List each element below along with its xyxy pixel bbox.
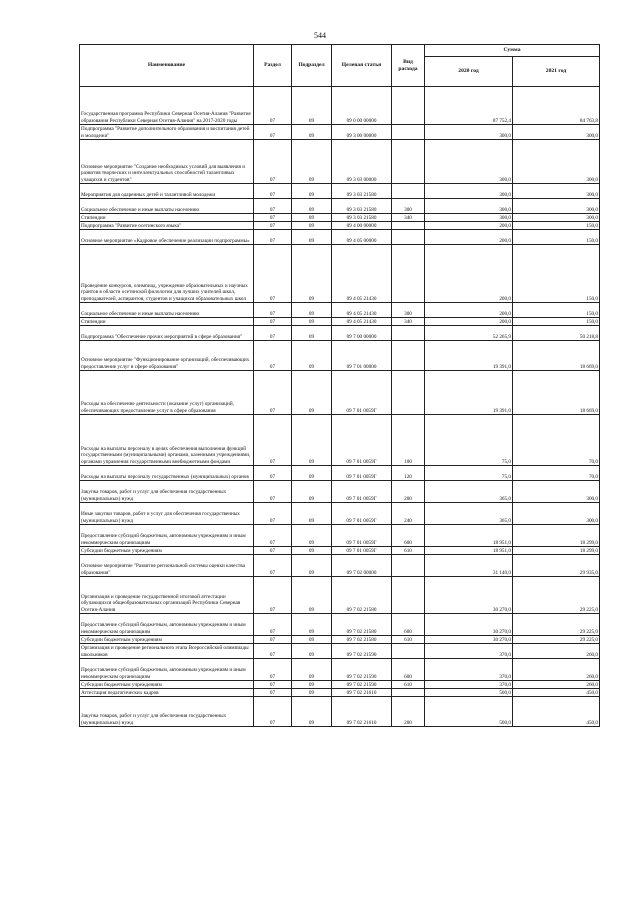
row-sum-2021: 150,0 [513, 303, 600, 318]
row-name: Подпрограмма "Развитие дополнительного образования и воспитания детей и молодежи" [80, 125, 254, 140]
row-name: Основное мероприятие "Функционирование организаций, обеспечивающих предоставление услуг в сфере образования" [80, 341, 254, 371]
row-podrazdel: 09 [292, 555, 332, 577]
row-vid: 600 [392, 659, 425, 681]
row-target: 09 3 03 21580 [332, 184, 392, 199]
table-row [80, 614, 600, 636]
row-sum-2020: 300,0 [425, 125, 513, 140]
row-sum-2021: 70,0 [513, 466, 600, 481]
row-podrazdel: 09 [292, 230, 332, 245]
row-vid [392, 644, 425, 659]
table-row [80, 697, 600, 727]
page-number: 544 [314, 31, 326, 40]
row-sum-2021: 260,0 [513, 644, 600, 659]
row-sum-2020: 300,0 [425, 214, 513, 222]
row-sum-2021: 18 299,0 [513, 547, 600, 555]
row-name: Организация и проведение регионального этапа Всероссийской олимпиады школьников [80, 644, 254, 659]
row-sum-2021: 150,0 [513, 230, 600, 245]
row-name: Социальное обеспечение и иные выплаты населению [80, 199, 254, 214]
row-vid [392, 245, 425, 303]
row-sum-2021: 260,0 [513, 681, 600, 689]
row-sum-2020: 200,0 [425, 303, 513, 318]
row-sum-2021: 300,0 [513, 125, 600, 140]
row-vid: 610 [392, 681, 425, 689]
table-row [80, 577, 600, 614]
row-razdel: 07 [254, 481, 292, 503]
row-vid: 200 [392, 697, 425, 727]
row-vid: 610 [392, 547, 425, 555]
row-target: 09 7 02 21590 [332, 659, 392, 681]
table-row [80, 636, 600, 644]
row-name: Государственная программа Республики Северная Осетия-Алания "Развитие образования Республики Северная Осетия-Алания" на 2017-2020 годы [80, 87, 254, 125]
table-row [80, 318, 600, 326]
row-sum-2021: 29 935,0 [513, 555, 600, 577]
row-sum-2020: 31 140,0 [425, 555, 513, 577]
row-razdel: 07 [254, 689, 292, 697]
row-podrazdel: 09 [292, 466, 332, 481]
header-vid: Вид расхода [392, 45, 425, 87]
row-sum-2020: 30 270,0 [425, 636, 513, 644]
row-name: Предоставление субсидий бюджетным, автономным учреждениям и иным некоммерческим организациям [80, 659, 254, 681]
row-sum-2020: 30 270,0 [425, 614, 513, 636]
row-target: 09 4 05 21430 [332, 318, 392, 326]
row-razdel: 07 [254, 636, 292, 644]
header-2021: 2021 год [513, 57, 600, 87]
row-sum-2020: 52 265,9 [425, 326, 513, 341]
row-name: Основное мероприятие "Развитие региональной системы оценки качества образования" [80, 555, 254, 577]
row-razdel: 07 [254, 214, 292, 222]
row-razdel: 07 [254, 230, 292, 245]
table-row [80, 214, 600, 222]
row-razdel: 07 [254, 415, 292, 466]
row-razdel: 07 [254, 697, 292, 727]
header-name: Наименование [80, 45, 254, 87]
row-name: Подпрограмма "Развитие осетинского языка" [80, 222, 254, 230]
table-row [80, 644, 600, 659]
row-sum-2021: 450,0 [513, 689, 600, 697]
row-target: 09 7 02 00000 [332, 555, 392, 577]
budget-table [79, 44, 600, 727]
header-sum: Сумма [425, 45, 600, 57]
row-razdel: 07 [254, 525, 292, 547]
row-sum-2020: 365,0 [425, 481, 513, 503]
row-target: 09 7 01 0059Г [332, 503, 392, 525]
row-podrazdel: 09 [292, 199, 332, 214]
row-podrazdel: 09 [292, 371, 332, 415]
row-sum-2020: 200,0 [425, 230, 513, 245]
table-row [80, 87, 600, 125]
table-row [80, 659, 600, 681]
row-vid: 610 [392, 636, 425, 644]
row-sum-2020: 370,0 [425, 644, 513, 659]
row-vid [392, 125, 425, 140]
row-podrazdel: 09 [292, 503, 332, 525]
row-podrazdel: 09 [292, 125, 332, 140]
row-razdel: 07 [254, 659, 292, 681]
row-target: 09 4 05 21430 [332, 303, 392, 318]
row-sum-2021: 70,0 [513, 415, 600, 466]
row-target: 09 7 02 21610 [332, 689, 392, 697]
row-sum-2021: 29 225,0 [513, 636, 600, 644]
row-sum-2020: 19 391,0 [425, 371, 513, 415]
row-podrazdel: 09 [292, 318, 332, 326]
row-name: Стипендии [80, 318, 254, 326]
row-vid [392, 577, 425, 614]
row-razdel: 07 [254, 341, 292, 371]
row-sum-2020: 18 951,0 [425, 525, 513, 547]
row-sum-2021: 300,0 [513, 184, 600, 199]
row-name: Предоставление субсидий бюджетным, автономным учреждениям и иным некоммерческим организациям [80, 614, 254, 636]
row-target: 09 7 01 0059Г [332, 466, 392, 481]
row-razdel: 07 [254, 140, 292, 184]
row-name: Расходы на обеспечение деятельности (оказание услуг) организаций, обеспечивающих предоставление услуг в сфере образования [80, 371, 254, 415]
row-sum-2020: 370,0 [425, 681, 513, 689]
row-vid: 600 [392, 525, 425, 547]
row-vid: 200 [392, 481, 425, 503]
row-vid [392, 555, 425, 577]
row-sum-2020: 500,0 [425, 689, 513, 697]
row-podrazdel: 09 [292, 525, 332, 547]
row-name: Подпрограмма "Обеспечение прочих мероприятий в сфере образования" [80, 326, 254, 341]
row-sum-2021: 150,0 [513, 318, 600, 326]
table-row [80, 371, 600, 415]
table-row [80, 525, 600, 547]
row-target: 09 7 02 21580 [332, 614, 392, 636]
row-target: 09 4 05 00000 [332, 230, 392, 245]
row-podrazdel: 09 [292, 659, 332, 681]
row-podrazdel: 09 [292, 681, 332, 689]
row-podrazdel: 09 [292, 303, 332, 318]
row-target: 09 7 01 0059Г [332, 547, 392, 555]
row-target: 09 7 01 0059Г [332, 415, 392, 466]
row-sum-2020: 300,0 [425, 184, 513, 199]
row-razdel: 07 [254, 547, 292, 555]
header-target: Целевая статья [332, 45, 392, 87]
row-podrazdel: 09 [292, 481, 332, 503]
row-razdel: 07 [254, 614, 292, 636]
table-row [80, 466, 600, 481]
row-razdel: 07 [254, 245, 292, 303]
row-name: Закупка товаров, работ и услуг для обеспечения государственных (муниципальных) нужд [80, 697, 254, 727]
row-target: 09 7 01 00000 [332, 341, 392, 371]
row-vid: 100 [392, 415, 425, 466]
row-razdel: 07 [254, 466, 292, 481]
row-name: Иные закупки товаров, работ и услуг для обеспечения государственных (муниципальных) нужд [80, 503, 254, 525]
row-vid [392, 184, 425, 199]
row-sum-2021: 18 299,0 [513, 525, 600, 547]
row-podrazdel: 09 [292, 87, 332, 125]
row-podrazdel: 09 [292, 140, 332, 184]
row-sum-2020: 200,0 [425, 318, 513, 326]
row-target: 09 7 01 0059Г [332, 525, 392, 547]
row-sum-2020: 300,0 [425, 199, 513, 214]
table-row [80, 481, 600, 503]
table-row [80, 199, 600, 214]
table-row [80, 341, 600, 371]
row-vid: 600 [392, 614, 425, 636]
row-sum-2021: 450,0 [513, 697, 600, 727]
row-sum-2020: 300,0 [425, 140, 513, 184]
row-razdel: 07 [254, 555, 292, 577]
row-vid [392, 341, 425, 371]
header-podrazdel: Подраздел [292, 45, 332, 87]
row-razdel: 07 [254, 577, 292, 614]
row-vid: 340 [392, 318, 425, 326]
row-sum-2021: 260,0 [513, 659, 600, 681]
row-vid [392, 222, 425, 230]
row-name: Субсидии бюджетным учреждениям [80, 547, 254, 555]
row-razdel: 07 [254, 222, 292, 230]
row-sum-2021: 150,0 [513, 245, 600, 303]
row-sum-2021: 84 763,8 [513, 87, 600, 125]
row-name: Предоставление субсидий бюджетным, автономным учреждениям и иным некоммерческим организациям [80, 525, 254, 547]
row-razdel: 07 [254, 644, 292, 659]
row-razdel: 07 [254, 303, 292, 318]
row-podrazdel: 09 [292, 184, 332, 199]
row-name: Закупка товаров, работ и услуг для обеспечения государственных (муниципальных) нужд [80, 481, 254, 503]
row-sum-2021: 29 225,0 [513, 577, 600, 614]
header-razdel: Раздел [254, 45, 292, 87]
row-podrazdel: 09 [292, 689, 332, 697]
row-target: 09 7 02 21580 [332, 636, 392, 644]
row-sum-2020: 500,0 [425, 697, 513, 727]
row-podrazdel: 09 [292, 222, 332, 230]
row-name: Субсидии бюджетным учреждениям [80, 681, 254, 689]
row-target: 09 4 00 00000 [332, 222, 392, 230]
row-name: Проведение конкурсов, олимпиад, учреждение образовательных и научных грантов в области осетинской филологии для лучших учителей школ, преподавателей, аспирантов, студентов и учащихся образовательных школ [80, 245, 254, 303]
row-target: 09 7 01 0059Г [332, 481, 392, 503]
row-sum-2020: 75,0 [425, 466, 513, 481]
row-razdel: 07 [254, 199, 292, 214]
row-razdel: 07 [254, 326, 292, 341]
row-sum-2021: 300,0 [513, 214, 600, 222]
row-razdel: 07 [254, 681, 292, 689]
row-razdel: 07 [254, 184, 292, 199]
row-podrazdel: 09 [292, 697, 332, 727]
row-razdel: 07 [254, 318, 292, 326]
table-row [80, 326, 600, 341]
row-sum-2020: 200,0 [425, 245, 513, 303]
row-podrazdel: 09 [292, 636, 332, 644]
row-target: 09 3 03 21580 [332, 199, 392, 214]
row-sum-2021: 29 225,0 [513, 614, 600, 636]
row-target: 09 7 02 21590 [332, 644, 392, 659]
header-2020: 2020 год [425, 57, 513, 87]
row-vid: 120 [392, 466, 425, 481]
row-razdel: 07 [254, 125, 292, 140]
row-sum-2020: 75,0 [425, 415, 513, 466]
row-sum-2021: 300,0 [513, 481, 600, 503]
row-sum-2020: 365,0 [425, 503, 513, 525]
row-name: Основное мероприятие "Создание необходимых условий для выявления и развития творческих и интеллектуальных способностей талантливых учащихся и студентов" [80, 140, 254, 184]
row-sum-2020: 19 391,0 [425, 341, 513, 371]
table-row [80, 140, 600, 184]
table-row [80, 547, 600, 555]
row-target: 09 7 02 21610 [332, 697, 392, 727]
row-name: Стипендии [80, 214, 254, 222]
table-row [80, 555, 600, 577]
row-name: Мероприятия для одаренных детей и талантливой молодежи [80, 184, 254, 199]
row-podrazdel: 09 [292, 245, 332, 303]
row-sum-2020: 87 752,4 [425, 87, 513, 125]
table-body [80, 87, 600, 727]
row-podrazdel: 09 [292, 644, 332, 659]
table-row [80, 184, 600, 199]
row-vid [392, 140, 425, 184]
row-razdel: 07 [254, 503, 292, 525]
row-name: Основное мероприятие «Кадровое обеспечение реализации подпрограммы» [80, 230, 254, 245]
row-podrazdel: 09 [292, 214, 332, 222]
row-name: Расходы на выплаты персоналу государственных (муниципальных) органов [80, 466, 254, 481]
table-row [80, 245, 600, 303]
row-sum-2020: 30 270,0 [425, 577, 513, 614]
row-target: 09 7 02 21590 [332, 681, 392, 689]
row-podrazdel: 09 [292, 326, 332, 341]
row-sum-2021: 300,0 [513, 503, 600, 525]
row-name: Организация и проведение государственной итоговой аттестации обучающихся общеобразовательных организаций Республики Северная Осетия-Алания [80, 577, 254, 614]
row-vid [392, 326, 425, 341]
row-sum-2020: 18 951,0 [425, 547, 513, 555]
row-target: 09 7 01 0059Г [332, 371, 392, 415]
row-podrazdel: 09 [292, 577, 332, 614]
row-podrazdel: 09 [292, 341, 332, 371]
row-target: 09 3 03 00000 [332, 140, 392, 184]
row-podrazdel: 09 [292, 415, 332, 466]
row-podrazdel: 09 [292, 614, 332, 636]
row-target: 09 0 00 00000 [332, 87, 392, 125]
row-vid: 300 [392, 303, 425, 318]
row-vid [392, 230, 425, 245]
row-sum-2021: 50 218,8 [513, 326, 600, 341]
row-vid [392, 689, 425, 697]
row-name: Аттестация педагогических кадров [80, 689, 254, 697]
row-target: 09 7 00 00000 [332, 326, 392, 341]
row-sum-2021: 18 669,0 [513, 341, 600, 371]
table-row [80, 415, 600, 466]
row-sum-2020: 370,0 [425, 659, 513, 681]
row-target: 09 4 05 21430 [332, 245, 392, 303]
table-row [80, 681, 600, 689]
row-vid: 340 [392, 214, 425, 222]
row-sum-2021: 150,0 [513, 222, 600, 230]
table-row [80, 689, 600, 697]
row-razdel: 07 [254, 87, 292, 125]
row-target: 09 3 00 00000 [332, 125, 392, 140]
row-name: Субсидии бюджетным учреждениям [80, 636, 254, 644]
row-name: Социальное обеспечение и иные выплаты населению [80, 303, 254, 318]
row-target: 09 7 02 21580 [332, 577, 392, 614]
row-razdel: 07 [254, 371, 292, 415]
row-sum-2021: 300,0 [513, 199, 600, 214]
row-name: Расходы на выплаты персоналу в целях обеспечения выполнения функций государственными (муниципальными) органами, казенными учреждениями, органами управления государственными внебюджетными фондами [80, 415, 254, 466]
table-row [80, 230, 600, 245]
row-vid: 300 [392, 199, 425, 214]
table-row [80, 303, 600, 318]
row-vid: 240 [392, 503, 425, 525]
table-row [80, 125, 600, 140]
row-sum-2020: 200,0 [425, 222, 513, 230]
table-row [80, 222, 600, 230]
row-target: 09 3 03 21580 [332, 214, 392, 222]
row-podrazdel: 09 [292, 547, 332, 555]
row-sum-2021: 18 669,0 [513, 371, 600, 415]
row-vid [392, 371, 425, 415]
table-row [80, 503, 600, 525]
row-vid [392, 87, 425, 125]
row-sum-2021: 300,0 [513, 140, 600, 184]
